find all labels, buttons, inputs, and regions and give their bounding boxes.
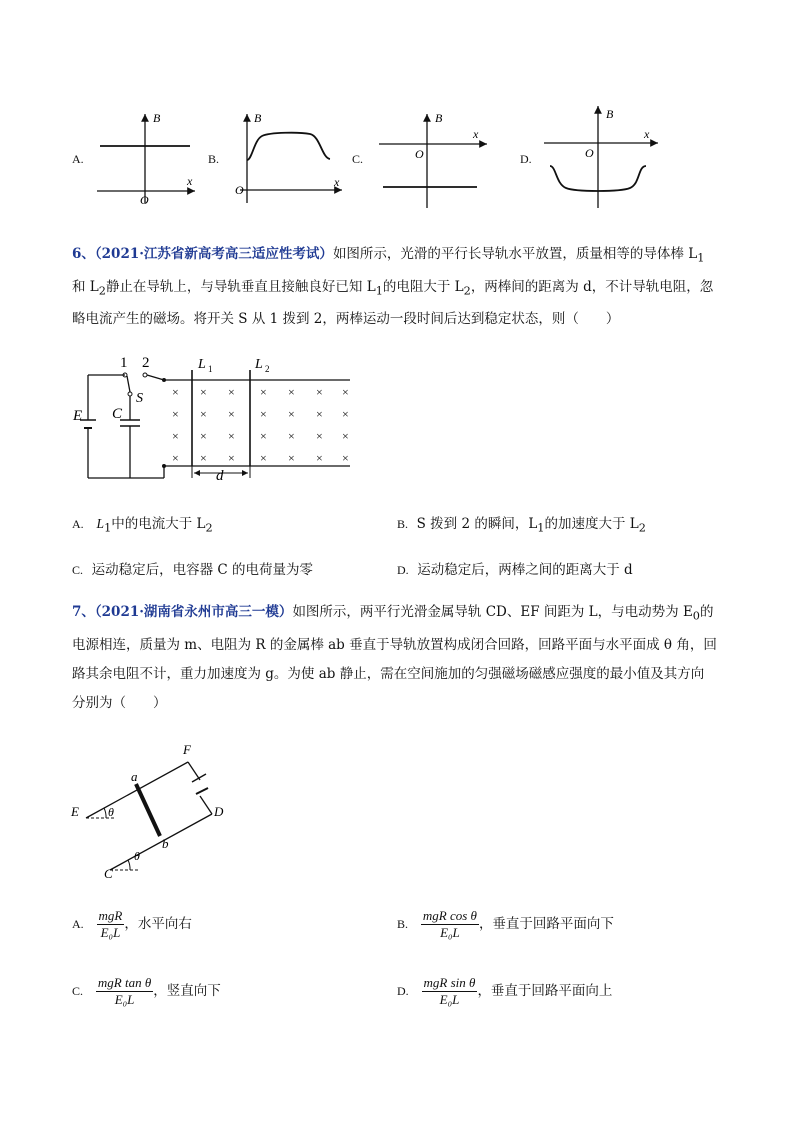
svg-text:1: 1 [208, 364, 213, 374]
rod-ab [136, 784, 160, 836]
field-cross: × [342, 407, 349, 421]
svg-text:L: L [198, 357, 206, 372]
svg-text:θ: θ [108, 805, 114, 819]
q7-incline-figure [68, 738, 238, 883]
field-cross: × [288, 385, 295, 399]
svg-text:C: C [112, 406, 123, 422]
field-cross: × [288, 407, 295, 421]
q5-graph-a [95, 108, 205, 208]
svg-text:d: d [216, 468, 224, 484]
svg-text:2: 2 [265, 364, 270, 374]
q7-line-2: 电源相连，质量为 m、电阻为 R 的金属棒 ab 垂直于导轨放置构成闭合回路，回路平面与水平面成 θ 角，回 [72, 636, 717, 653]
svg-text:1: 1 [120, 355, 128, 371]
svg-text:2: 2 [142, 355, 150, 371]
field-cross: × [288, 429, 295, 443]
svg-text:E: E [71, 804, 79, 819]
svg-text:D: D [214, 804, 224, 819]
fraction: $\frac{\text{mgR sin θ}}{\text{E₀L}}$ [423, 975, 476, 1007]
field-cross: × [200, 407, 207, 421]
field-cross: × [260, 451, 267, 465]
field-cross: × [172, 429, 179, 443]
q7-option-c[interactable]: C. $\frac{\text{mgR tan θ}}{\text{E₀L}}$ ，竖直向下 [72, 975, 221, 1007]
q7-source: （2021·湖南省永州市高三一模） [94, 604, 293, 620]
q6-option-d[interactable]: D. 运动稳定后，两棒之间的距离大于 d [397, 562, 633, 578]
q5-option-a-label: A. [72, 152, 84, 166]
rail-cd [110, 814, 212, 870]
q6-number: 6、 [72, 246, 95, 262]
q6-stem [72, 240, 724, 334]
battery [192, 774, 206, 782]
field-cross: × [200, 385, 207, 399]
q6-circuit-figure [70, 350, 360, 485]
svg-text:S: S [136, 391, 143, 406]
q7-option-d[interactable]: D. $\frac{\text{mgR sin θ}}{\text{E₀L}}$ ，垂直于回路平面向上 [397, 975, 613, 1007]
field-cross: × [316, 385, 323, 399]
field-cross: × [172, 451, 179, 465]
svg-text:θ: θ [134, 849, 140, 863]
switch-s [127, 376, 130, 392]
field-cross: × [228, 385, 235, 399]
field-cross: × [172, 385, 179, 399]
b-curve [247, 133, 330, 160]
q5-option-b-label: B. [208, 152, 220, 166]
fraction: $\frac{\text{mgR tan θ}}{\text{E₀L}}$ [97, 975, 152, 1007]
q6-line-1: 6、（2021·江苏省新高考高三适应性考试）如图所示，光滑的平行长导轨水平放置，质量相等的导体棒 $L_1$ [72, 246, 705, 265]
q6-line-3: 略电流产生的磁场。将开关 S 从 1 拨到 2，两棒运动一段时间后达到稳定状态，则（ ） [72, 311, 620, 328]
svg-text:x: x [473, 127, 479, 141]
field-cross: × [288, 451, 295, 465]
field-cross: × [260, 429, 267, 443]
q7-option-a[interactable]: A. $\frac{\text{mgR}}{\text{E₀L}}$ ，水平向右 [72, 908, 192, 940]
svg-text:x: x [644, 127, 650, 141]
svg-text:F: F [183, 742, 191, 757]
field-cross: × [316, 407, 323, 421]
svg-text:O: O [585, 146, 594, 160]
svg-text:B: B [254, 111, 262, 125]
q7-option-b[interactable]: B. $\frac{\text{mgR cos θ}}{\text{E₀L}}$ ，垂直于回路平面向下 [397, 908, 614, 940]
axis-x-label: x [187, 174, 193, 188]
q6-source: （2021·江苏省新高考高三适应性考试） [94, 246, 333, 262]
q6-line-2: 和 $L_2$静止在导轨上，与导轨垂直且接触良好已知 $L_1$的电阻大于 $L_2$，两棒间的距离为 d，不计导轨电阻，忽 [72, 278, 714, 298]
svg-text:x: x [334, 175, 340, 189]
q5-option-c-label: C. [352, 152, 364, 166]
field-cross: × [228, 407, 235, 421]
field-cross: × [342, 429, 349, 443]
q7-stem [72, 598, 724, 718]
svg-text:O: O [235, 183, 244, 197]
svg-text:a: a [131, 769, 138, 784]
field-cross: × [342, 385, 349, 399]
field-cross: × [260, 407, 267, 421]
q6-option-b[interactable]: B. S 拨到 2 的瞬间，$L_1$的加速度大于 $L_2$ [397, 516, 646, 535]
q5-graph-d [540, 100, 665, 210]
q7-line-4: 分别为（ ） [72, 694, 167, 711]
field-cross: × [228, 429, 235, 443]
q6-option-c[interactable]: C. 运动稳定后，电容器 C 的电荷量为零 [72, 562, 314, 578]
q7-line-3: 路其余电阻不计，重力加速度为 g。为使 ab 静止，需在空间施加的匀强磁场磁感应强度的最小值及其方向 [72, 665, 705, 682]
field-cross: × [260, 385, 267, 399]
field-cross: × [200, 429, 207, 443]
fraction: $\frac{\text{mgR cos θ}}{\text{E₀L}}$ [422, 908, 477, 940]
field-cross: × [342, 451, 349, 465]
svg-text:O: O [415, 147, 424, 161]
q5-graph-b [230, 108, 350, 208]
q7-number: 7、 [72, 604, 95, 620]
q6-option-a[interactable]: A. $L_1$中的电流大于 $L_2$ [72, 516, 213, 535]
svg-text:L: L [255, 357, 263, 372]
q7-line-1: 7、（2021·湖南省永州市高三一模）如图所示，两平行光滑金属导轨 CD、EF 间距为 L，与电动势为 $E_0$的 [72, 604, 714, 623]
origin-label: O [140, 193, 149, 207]
svg-text:B: B [435, 111, 443, 125]
svg-text:b: b [162, 836, 169, 851]
field-cross: × [172, 407, 179, 421]
svg-text:E: E [73, 408, 83, 424]
svg-text:C: C [104, 866, 113, 881]
q5-option-d-label: D. [520, 152, 532, 166]
magnetic-field-crosses [172, 385, 349, 465]
field-cross: × [200, 451, 207, 465]
field-cross: × [316, 451, 323, 465]
axis-b-label: B [153, 111, 161, 125]
fraction: $\frac{\text{mgR}}{\text{E₀L}}$ [98, 908, 123, 940]
q5-graph-c [375, 108, 495, 208]
field-cross: × [228, 451, 235, 465]
svg-text:B: B [606, 107, 614, 121]
field-cross: × [316, 429, 323, 443]
